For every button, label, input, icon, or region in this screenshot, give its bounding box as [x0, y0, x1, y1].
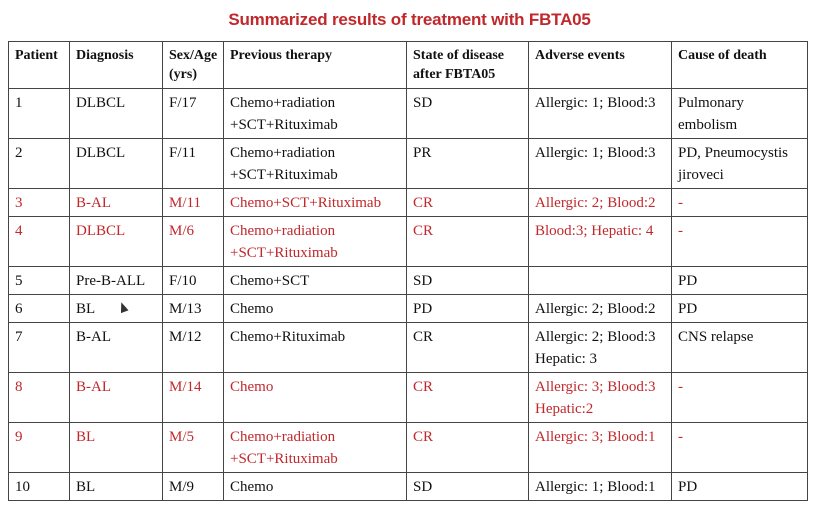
cell-cause-of-death: CNS relapse — [672, 323, 808, 373]
cell-cause-of-death: PD, Pneumocystis jiroveci — [672, 139, 808, 189]
cell-cause-of-death: PD — [672, 295, 808, 323]
cell-cause-of-death: PD — [672, 267, 808, 295]
cell-state-of-disease: PR — [407, 139, 529, 189]
cell-diagnosis: Pre-B-ALL — [70, 267, 163, 295]
cell-cause-of-death: Pulmonary embolism — [672, 89, 808, 139]
cell-diagnosis: BL — [70, 473, 163, 501]
cell-sex-age: M/14 — [163, 373, 224, 423]
cell-sex-age: F/17 — [163, 89, 224, 139]
cell-sex-age: M/6 — [163, 217, 224, 267]
cell-previous-therapy: Chemo — [224, 473, 407, 501]
header-adverse-events: Adverse events — [529, 42, 672, 89]
cell-sex-age: M/11 — [163, 189, 224, 217]
cell-adverse-events: Allergic: 1; Blood:3 — [529, 139, 672, 189]
cell-diagnosis: BL — [70, 423, 163, 473]
cell-state-of-disease: CR — [407, 189, 529, 217]
cell-cause-of-death: - — [672, 217, 808, 267]
cell-diagnosis: DLBCL — [70, 139, 163, 189]
cell-previous-therapy: Chemo — [224, 295, 407, 323]
table-row — [9, 139, 808, 189]
cell-diagnosis: BL — [70, 295, 163, 323]
table-row — [9, 89, 808, 139]
cell-previous-therapy: Chemo+SCT — [224, 267, 407, 295]
cell-previous-therapy: Chemo+radiation +SCT+Rituximab — [224, 423, 407, 473]
cell-cause-of-death: - — [672, 373, 808, 423]
header-row — [9, 42, 808, 89]
results-table — [8, 41, 808, 501]
cell-patient: 8 — [9, 373, 70, 423]
cell-adverse-events: Allergic: 2; Blood:2 — [529, 295, 672, 323]
cell-adverse-events: Allergic: 2; Blood:2 — [529, 189, 672, 217]
cell-patient: 3 — [9, 189, 70, 217]
cell-state-of-disease: SD — [407, 267, 529, 295]
cell-diagnosis: B-AL — [70, 373, 163, 423]
cell-cause-of-death: - — [672, 189, 808, 217]
table-row — [9, 189, 808, 217]
header-diagnosis: Diagnosis — [70, 42, 163, 89]
cell-previous-therapy: Chemo+radiation +SCT+Rituximab — [224, 89, 407, 139]
cell-state-of-disease: SD — [407, 89, 529, 139]
cell-diagnosis: B-AL — [70, 323, 163, 373]
cell-adverse-events: Allergic: 1; Blood:1 — [529, 473, 672, 501]
cell-sex-age: M/5 — [163, 423, 224, 473]
cell-state-of-disease: CR — [407, 217, 529, 267]
table-row — [9, 267, 808, 295]
header-state-of-disease: State of disease after FBTA05 — [407, 42, 529, 89]
cell-sex-age: M/13 — [163, 295, 224, 323]
cell-adverse-events — [529, 267, 672, 295]
cell-patient: 2 — [9, 139, 70, 189]
cell-patient: 7 — [9, 323, 70, 373]
cell-adverse-events: Allergic: 3; Blood:3 Hepatic:2 — [529, 373, 672, 423]
cell-patient: 4 — [9, 217, 70, 267]
cell-state-of-disease: CR — [407, 373, 529, 423]
cell-patient: 6 — [9, 295, 70, 323]
slide-title: Summarized results of treatment with FBTA05 — [228, 10, 591, 29]
cell-previous-therapy: Chemo+SCT+Rituximab — [224, 189, 407, 217]
cell-state-of-disease: PD — [407, 295, 529, 323]
table-row — [9, 217, 808, 267]
cell-previous-therapy: Chemo — [224, 373, 407, 423]
cell-adverse-events: Allergic: 3; Blood:1 — [529, 423, 672, 473]
cell-previous-therapy: Chemo+radiation +SCT+Rituximab — [224, 217, 407, 267]
cell-patient: 10 — [9, 473, 70, 501]
header-patient: Patient — [9, 42, 70, 89]
cell-adverse-events: Allergic: 2; Blood:3 Hepatic: 3 — [529, 323, 672, 373]
cell-cause-of-death: PD — [672, 473, 808, 501]
cell-state-of-disease: CR — [407, 423, 529, 473]
cell-cause-of-death: - — [672, 423, 808, 473]
table-row — [9, 295, 808, 323]
table-row — [9, 323, 808, 373]
table-row — [9, 373, 808, 423]
table-row — [9, 423, 808, 473]
table-body — [9, 89, 808, 501]
cell-adverse-events: Blood:3; Hepatic: 4 — [529, 217, 672, 267]
cell-patient: 9 — [9, 423, 70, 473]
cell-state-of-disease: SD — [407, 473, 529, 501]
cell-adverse-events: Allergic: 1; Blood:3 — [529, 89, 672, 139]
cell-state-of-disease: CR — [407, 323, 529, 373]
cell-patient: 1 — [9, 89, 70, 139]
cell-previous-therapy: Chemo+radiation +SCT+Rituximab — [224, 139, 407, 189]
cell-diagnosis: B-AL — [70, 189, 163, 217]
cell-sex-age: M/12 — [163, 323, 224, 373]
cell-sex-age: F/10 — [163, 267, 224, 295]
cell-diagnosis: DLBCL — [70, 89, 163, 139]
cell-sex-age: M/9 — [163, 473, 224, 501]
cell-sex-age: F/11 — [163, 139, 224, 189]
header-sex-age: Sex/Age (yrs) — [163, 42, 224, 89]
cell-diagnosis: DLBCL — [70, 217, 163, 267]
cell-previous-therapy: Chemo+Rituximab — [224, 323, 407, 373]
table-row — [9, 473, 808, 501]
header-cause-of-death: Cause of death — [672, 42, 808, 89]
cell-patient: 5 — [9, 267, 70, 295]
header-previous-therapy: Previous therapy — [224, 42, 407, 89]
